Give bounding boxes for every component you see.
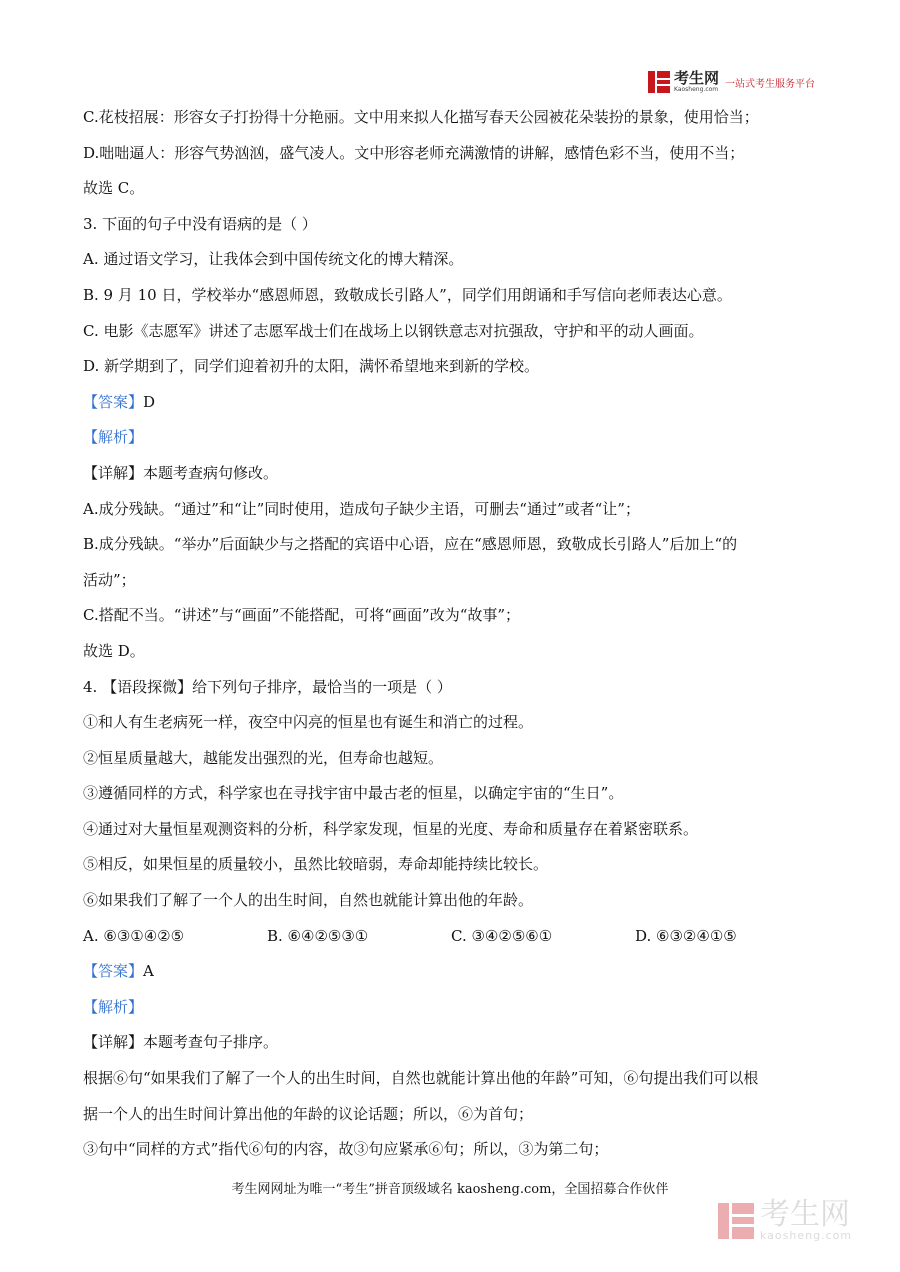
question-4-detail: 【详解】本题考查句子排序。 [83,1033,279,1052]
question-4-option-b: B. ⑥④②⑤③① [267,926,369,945]
site-logo [648,68,815,96]
watermark-name: 考生网 [760,1197,850,1232]
question-4-sentence: ⑥如果我们了解了一个人的出生时间，自然也就能计算出他的年龄。 [83,891,534,910]
question-4-options [83,919,823,955]
answer-value: D [143,392,156,411]
question-4-sentence: ①和人有生老病死一样，夜空中闪亮的恒星也有诞生和消亡的过程。 [83,713,534,732]
question-3-option-d: D. 新学期到了，同学们迎着初升的太阳，满怀希望地来到新的学校。 [83,357,540,376]
kaosheng-logo-icon [648,71,670,93]
question-4-explain: 根据⑥句“如果我们了解了一个人的出生时间，自然也就能计算出他的年龄”可知，⑥句提出我们可以根 [83,1069,759,1088]
page-footer: 考生网网址为唯一“考生”拼音顶级域名 kaosheng.com，全国招募合作伙伴 [231,1182,669,1197]
question-3-option-a: A. 通过语文学习，让我体会到中国传统文化的博大精深。 [83,250,464,269]
question-3-point: A.成分残缺。“通过”和“让”同时使用，造成句子缺少主语，可删去“通过”或者“让”； [83,499,640,518]
logo-slogan: 一站式考生服务平台 [725,78,816,90]
answer-tag: 【答案】 [83,962,144,981]
watermark [718,1197,853,1242]
question-3-point: C.搭配不当。“讲述”与“画面”不能搭配，可将“画面”改为“故事”； [83,606,521,625]
question-4-stem: 4. 【语段探微】给下列句子排序，最恰当的一项是（ ） [83,677,452,696]
question-3-detail: 【详解】本题考查病句修改。 [83,463,279,482]
text-line: 故选 C。 [83,179,145,198]
text-line: D.咄咄逼人：形容气势汹汹，盛气凌人。文中形容老师充满激情的讲解，感情色彩不当，使用不当； [83,143,745,162]
analysis-tag: 【解析】 [83,428,144,447]
question-3-answer [83,385,823,421]
logo-name: 考生网 [674,69,720,87]
question-3-option-b: B. 9 月 10 日，学校举办“感恩师恩，致敬成长引路人”，同学们用朗诵和手写信向老师表达心意。 [83,285,732,304]
question-4-option-a: A. ⑥③①④②⑤ [83,926,185,945]
question-3-stem: 3. 下面的句子中没有语病的是（ ） [83,214,317,233]
question-4-sentence: ③遵循同样的方式，科学家也在寻找宇宙中最古老的恒星，以确定宇宙的“生日”。 [83,784,624,803]
answer-value: A [143,962,154,981]
question-4-sentence: ⑤相反，如果恒星的质量较小，虽然比较暗弱，寿命却能持续比较长。 [83,855,549,874]
question-4-analysis [83,990,823,1026]
logo-domain: Kaosheng.com [674,86,719,93]
question-4-option-c: C. ③④②⑤⑥① [451,926,553,945]
question-3-point: B.成分残缺。“举办”后面缺少与之搭配的宾语中心语，应在“感恩师恩，致敬成长引路人”后加上“的 [83,535,738,554]
question-4-sentence: ④通过对大量恒星观测资料的分析，科学家发现，恒星的光度、寿命和质量存在着紧密联系。 [83,819,699,838]
question-3-option-c: C. 电影《志愿军》讲述了志愿军战士们在战场上以钢铁意志对抗强敌，守护和平的动人画面。 [83,321,704,340]
question-4-option-d: D. ⑥③②④①⑤ [635,926,737,945]
watermark-domain: kaosheng.com [760,1229,853,1242]
kaosheng-watermark-icon [718,1203,754,1239]
answer-tag: 【答案】 [83,392,144,411]
question-3-point: 活动”； [83,570,136,589]
question-4-answer [83,954,823,990]
document-body [83,100,823,1168]
question-3-point: 故选 D。 [83,641,145,660]
analysis-tag: 【解析】 [83,997,144,1016]
question-4-sentence: ②恒星质量越大，越能发出强烈的光，但寿命也越短。 [83,748,444,767]
text-line: C.花枝招展：形容女子打扮得十分艳丽。文中用来拟人化描写春天公园被花朵装扮的景象，使用恰当； [83,108,759,126]
question-3-analysis [83,420,823,456]
question-4-explain: ③句中“同样的方式”指代⑥句的内容，故③句应紧承⑥句；所以，③为第二句； [83,1140,609,1159]
question-4-explain: 据一个人的出生时间计算出他的年龄的议论话题；所以，⑥为首句； [83,1104,534,1123]
